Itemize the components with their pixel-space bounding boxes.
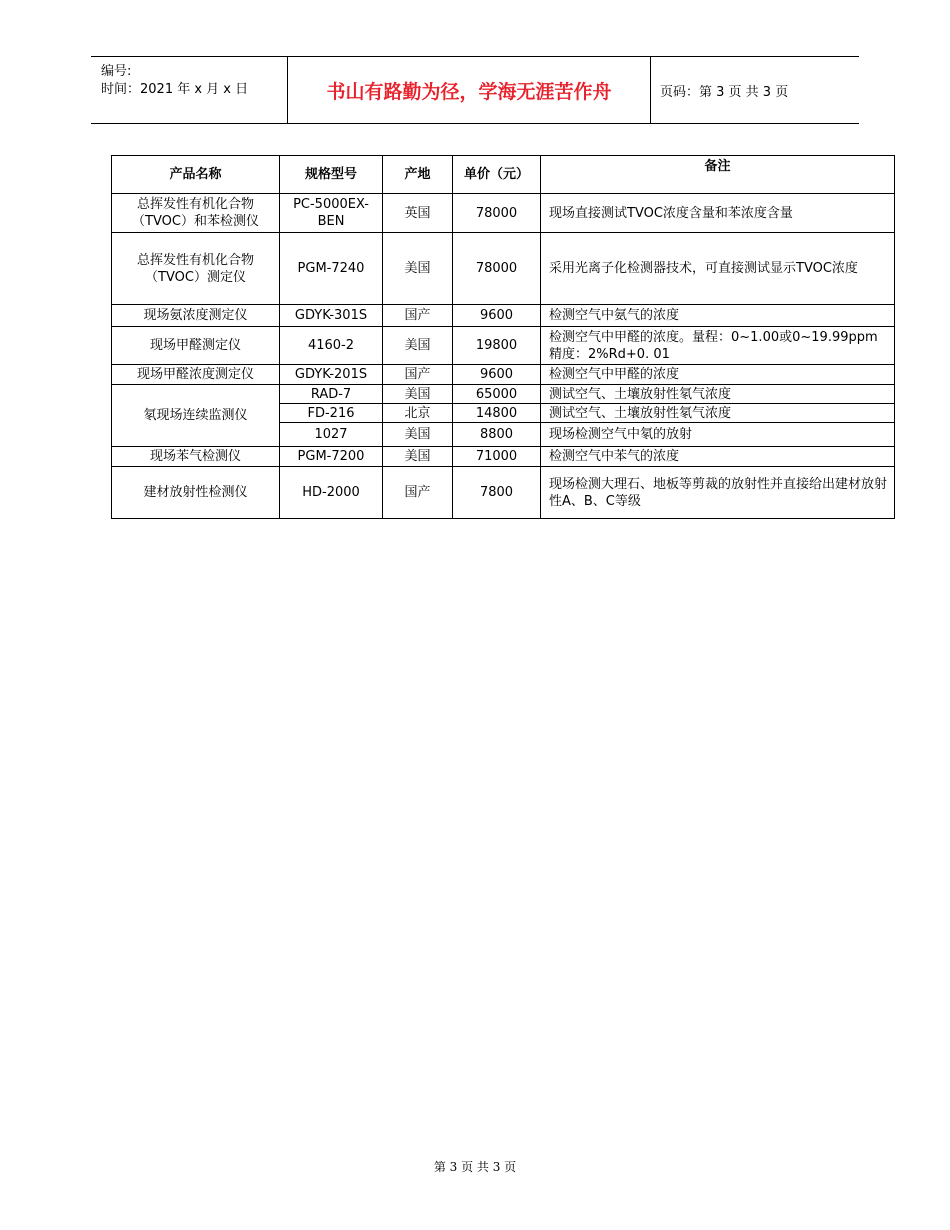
cell-note: 现场检测空气中氡的放射: [541, 423, 895, 447]
cell-price: 19800: [453, 327, 541, 365]
table-row: [112, 447, 895, 467]
cell-model: FD-216: [280, 404, 383, 423]
cell-model: PGM-7200: [280, 447, 383, 467]
cell-note: 检测空气中甲醛的浓度。量程：0~1.00或0~19.99ppm 精度：2%Rd+0. 01: [541, 327, 895, 365]
cell-price: 7800: [453, 467, 541, 519]
cell-model: RAD-7: [280, 385, 383, 404]
cell-name: 现场苯气检测仪: [112, 447, 280, 467]
cell-note: 现场检测大理石、地板等剪裁的放射性并直接给出建材放射性A、B、C等级: [541, 467, 895, 519]
cell-origin: 国产: [383, 467, 453, 519]
cell-price: 14800: [453, 404, 541, 423]
cell-model: HD-2000: [280, 467, 383, 519]
cell-note: 检测空气中甲醛的浓度: [541, 365, 895, 385]
cell-name: 现场甲醛测定仪: [112, 327, 280, 365]
cell-model: PC-5000EX-BEN: [280, 194, 383, 233]
time-label: 时间：2021 年 x 月 x 日: [101, 82, 249, 97]
cell-model: PGM-7240: [280, 233, 383, 305]
cell-price: 78000: [453, 194, 541, 233]
cell-note: 测试空气、土壤放射性氡气浓度: [541, 404, 895, 423]
cell-name: 现场甲醛浓度测定仪: [112, 365, 280, 385]
cell-origin: 美国: [383, 447, 453, 467]
table-row: [112, 327, 895, 365]
column-header-note: 备注: [541, 156, 895, 194]
cell-note: 检测空气中苯气的浓度: [541, 447, 895, 467]
header-page-info: 页码：第 3 页 共 3 页: [660, 84, 789, 100]
table-row: [112, 365, 895, 385]
cell-name: 总挥发性有机化合物（TVOC）和苯检测仪: [112, 194, 280, 233]
cell-name: 现场氨浓度测定仪: [112, 305, 280, 327]
product-table: [111, 155, 895, 519]
column-header-name: 产品名称: [112, 156, 280, 194]
column-header-origin: 产地: [383, 156, 453, 194]
page-footer: 第 3 页 共 3 页: [433, 1160, 517, 1174]
table-row: [112, 385, 895, 404]
cell-origin: 英国: [383, 194, 453, 233]
cell-name: 建材放射性检测仪: [112, 467, 280, 519]
cell-price: 9600: [453, 305, 541, 327]
cell-origin: 美国: [383, 327, 453, 365]
cell-model: GDYK-201S: [280, 365, 383, 385]
cell-origin: 国产: [383, 365, 453, 385]
cell-note: 测试空气、土壤放射性氡气浓度: [541, 385, 895, 404]
cell-origin: 美国: [383, 423, 453, 447]
column-header-price: 单价（元）: [453, 156, 541, 194]
page-header: [91, 56, 859, 124]
cell-price: 9600: [453, 365, 541, 385]
cell-name: 总挥发性有机化合物（TVOC）测定仪: [112, 233, 280, 305]
header-slogan: 书山有路勤为径，学海无涯苦作舟: [288, 57, 651, 123]
cell-model: GDYK-301S: [280, 305, 383, 327]
table-row: [112, 194, 895, 233]
cell-price: 65000: [453, 385, 541, 404]
cell-origin: 北京: [383, 404, 453, 423]
cell-origin: 美国: [383, 233, 453, 305]
table-row: [112, 467, 895, 519]
cell-note: 现场直接测试TVOC浓度含量和苯浓度含量: [541, 194, 895, 233]
cell-note: 采用光离子化检测器技术，可直接测试显示TVOC浓度: [541, 233, 895, 305]
cell-model: 1027: [280, 423, 383, 447]
cell-origin: 国产: [383, 305, 453, 327]
cell-name: 氡现场连续监测仪: [112, 385, 280, 447]
cell-model: 4160-2: [280, 327, 383, 365]
cell-price: 71000: [453, 447, 541, 467]
table-header-row: [112, 156, 895, 194]
header-meta: [91, 57, 288, 123]
cell-price: 78000: [453, 233, 541, 305]
cell-price: 8800: [453, 423, 541, 447]
cell-origin: 美国: [383, 385, 453, 404]
table-row: [112, 233, 895, 305]
cell-note: 检测空气中氨气的浓度: [541, 305, 895, 327]
table-row: [112, 305, 895, 327]
column-header-model: 规格型号: [280, 156, 383, 194]
number-label: 编号:: [101, 64, 132, 79]
